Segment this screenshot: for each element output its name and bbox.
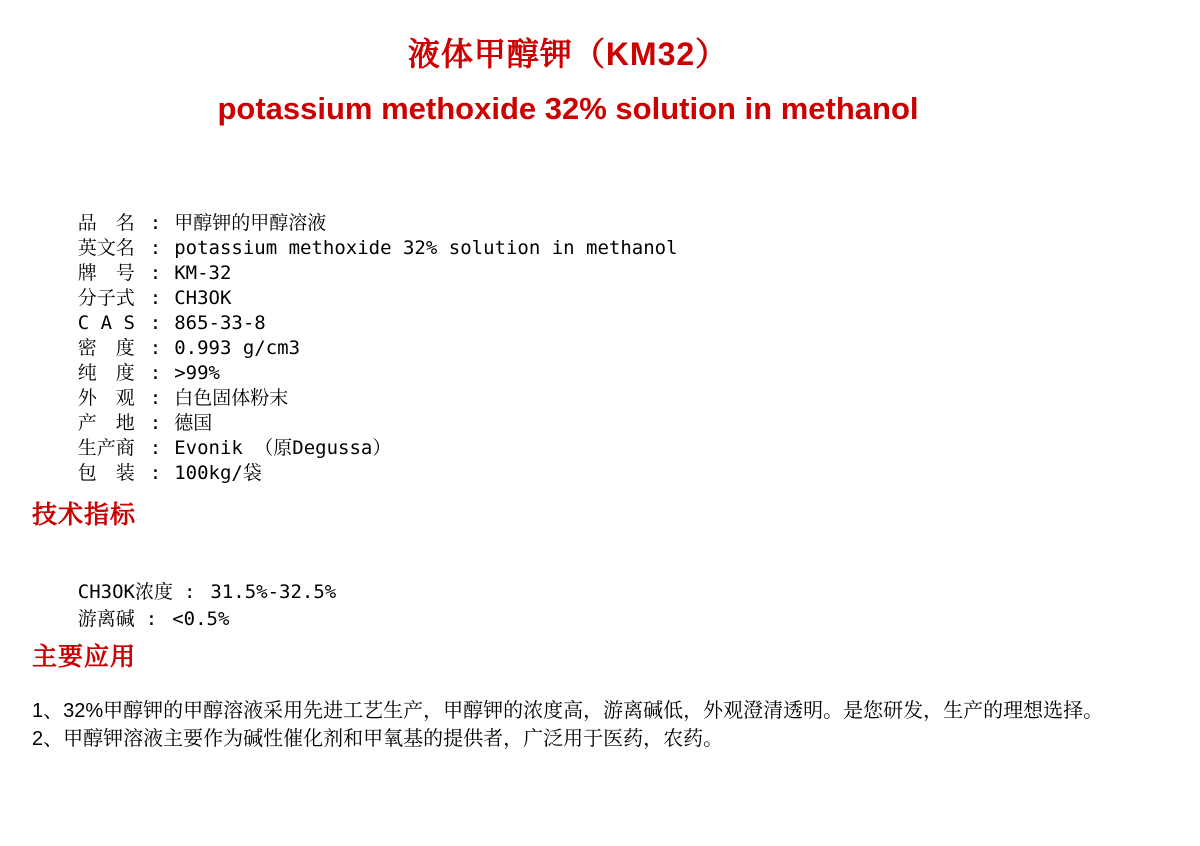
field-value: KM-32	[174, 262, 232, 284]
tech-specs-list	[32, 552, 1168, 630]
section-heading-tech-specs: 技术指标	[32, 501, 137, 529]
field-label: 产 地	[77, 412, 135, 434]
applications-list	[32, 697, 1168, 753]
field-label: 生产商	[77, 437, 135, 459]
field-separator: :	[149, 287, 162, 309]
field-value: Evonik （原Degussa）	[174, 437, 392, 459]
field-value: potassium methoxide 32% solution in methanol	[174, 237, 678, 259]
spec-label: CH3OK浓度	[77, 581, 173, 603]
spec-separator: :	[183, 581, 196, 603]
field-separator: :	[149, 412, 162, 434]
page-content	[0, 186, 1200, 753]
page-title-chinese: 液体甲醇钾（KM32）	[407, 36, 729, 72]
field-separator: :	[149, 437, 162, 459]
field-separator: :	[149, 262, 162, 284]
field-value: 0.993 g/cm3	[174, 337, 301, 359]
product-info-list	[32, 186, 1168, 484]
field-value: 德国	[174, 412, 213, 434]
field-value: 100kg/袋	[174, 462, 262, 484]
page-title-english: potassium methoxide 32% solution in methanol	[217, 91, 919, 126]
field-label: C A S	[77, 312, 135, 334]
field-label: 分子式	[77, 287, 135, 309]
field-label: 密 度	[77, 337, 135, 359]
spec-value: 31.5%-32.5%	[210, 581, 337, 603]
field-value: 白色固体粉末	[174, 387, 289, 409]
field-separator: :	[149, 312, 162, 334]
spec-separator: :	[145, 608, 158, 630]
application-item: 1、32%甲醇钾的甲醇溶液采用先进工艺生产，甲醇钾的浓度高，游离碱低，外观澄清透明。是您研发，生产的理想选择。	[32, 700, 1104, 722]
field-label: 外 观	[77, 387, 135, 409]
section-heading-applications: 主要应用	[32, 643, 137, 671]
product-info-row	[32, 186, 1168, 234]
field-value: 甲醇钾的甲醇溶液	[174, 212, 327, 234]
page-header	[0, 0, 1200, 129]
spec-label: 游离碱	[77, 608, 135, 630]
field-label: 纯 度	[77, 362, 135, 384]
application-item: 2、甲醇钾溶液主要作为碱性催化剂和甲氧基的提供者，广泛用于医药，农药。	[32, 728, 724, 750]
tech-spec-row	[32, 552, 1168, 603]
field-separator: :	[149, 462, 162, 484]
field-label: 包 装	[77, 462, 135, 484]
field-label: 牌 号	[77, 262, 135, 284]
field-separator: :	[149, 387, 162, 409]
field-value: CH3OK	[174, 287, 232, 309]
spec-value: <0.5%	[172, 608, 230, 630]
field-separator: :	[149, 337, 162, 359]
field-separator: :	[149, 237, 162, 259]
field-value: >99%	[174, 362, 220, 384]
field-value: 865-33-8	[174, 312, 266, 334]
field-label: 品 名	[77, 212, 135, 234]
field-label: 英文名	[77, 237, 135, 259]
field-separator: :	[149, 212, 162, 234]
field-separator: :	[149, 362, 162, 384]
